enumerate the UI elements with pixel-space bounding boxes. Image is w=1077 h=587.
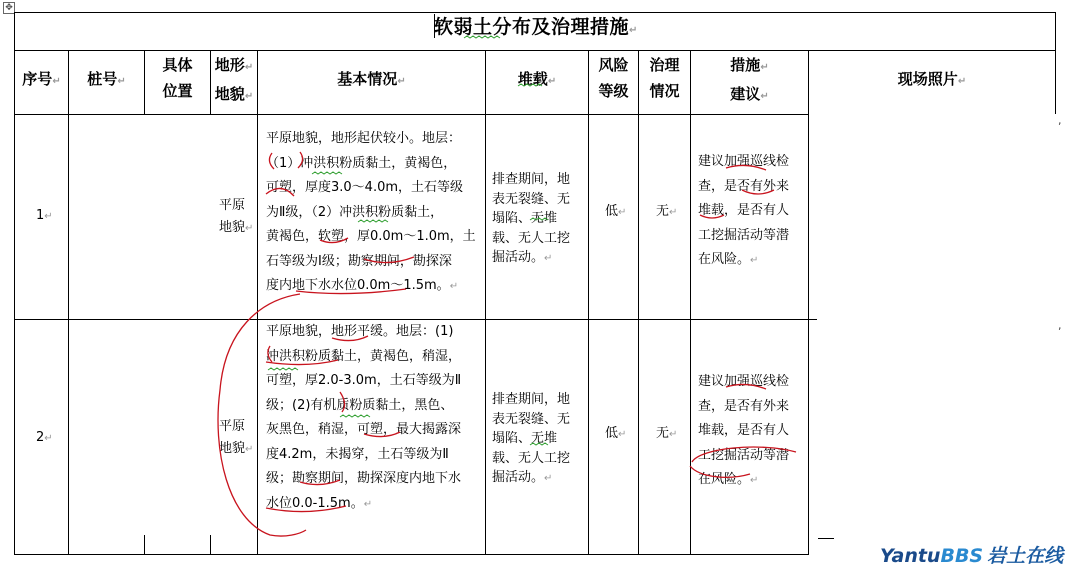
- row2-basic: 平原地貌，地形平缓。地层：(1) 冲洪积粉质黏土，黄褐色，稍湿， 可塑，厚2.0-3.0m，土石等级为Ⅱ 级；(2)有机质粉质黏土，黑色、 灰黑色，稍湿，可塑，最大揭露深 度4.2m，未揭穿，土石等级为Ⅱ 级；勘察期间，勘探深度内地下水 水位0.0-1.5m。↵: [266, 324, 462, 511]
- red-underline-mark: [364, 257, 414, 263]
- red-underline-mark: [700, 215, 724, 218]
- header-basic: 基本情况↵: [337, 70, 406, 88]
- row1-stack: 排查期间，地 表无裂缝、无 塌陷、无堆 载、无人工挖 掘活动。↵: [492, 172, 571, 265]
- row1-treatment: 无↵: [656, 204, 678, 219]
- header-pile: 桩号↵: [87, 70, 126, 88]
- red-underline-mark: [692, 447, 796, 462]
- row2-measure: 建议加强巡线检 查，是否有外来 堆载，是否有人 工挖掘活动等潜 在风险。↵: [698, 374, 790, 487]
- red-underline-mark: [690, 466, 750, 477]
- red-underline-mark: [266, 360, 338, 365]
- red-circle-mark: [218, 294, 306, 536]
- document-title: 软弱土分布及治理措施↵: [434, 16, 638, 38]
- grammar-squiggle: [530, 443, 548, 445]
- row1-terrain: 平原 地貌↵: [219, 198, 254, 235]
- red-underline-mark: [266, 506, 346, 512]
- red-underline-mark: [300, 480, 340, 485]
- red-bracket-mark: [268, 346, 272, 362]
- grammar-squiggle: [358, 220, 388, 222]
- red-underline-mark: [364, 432, 400, 437]
- row1-measure: 建议加强巡线检 查，是否有外来 堆载，是否有人 工挖掘活动等潜 在风险。↵: [698, 154, 790, 267]
- grammar-squiggle: [530, 218, 548, 220]
- header-photo: 现场照片↵: [897, 70, 967, 88]
- grammar-squiggle: [268, 368, 298, 370]
- table-move-handle-icon[interactable]: ✥: [3, 2, 15, 14]
- header-stack: 堆载↵: [517, 70, 557, 88]
- grammar-squiggle: [340, 415, 370, 417]
- red-annotations: [218, 152, 796, 536]
- header-risk: 风险 等级: [598, 56, 629, 100]
- red-underline-mark: [726, 165, 766, 170]
- row1-basic: 平原地貌，地形起伏较小。地层： （1）冲洪积粉质黏土，黄褐色， 可塑，厚度3.0～4.0m，土石等级 为Ⅱ级，（2）冲洪积粉质黏土， 黄褐色，软塑，厚0.0m～1.0m，土 石等级为Ⅰ级；勘察期间，勘探深 度内地下水水位0.0m～1.5m。↵: [266, 131, 476, 293]
- red-underline-mark: [742, 190, 774, 194]
- header-treatment: 治理 情况: [649, 56, 680, 100]
- red-bracket-mark: [269, 153, 274, 169]
- cell-end-mark: ,: [1058, 319, 1062, 332]
- grammar-squiggle: [518, 84, 542, 86]
- row2-treatment: 无↵: [656, 426, 678, 441]
- red-underline-mark: [296, 289, 406, 294]
- header-measure: 措施↵ 建议↵: [730, 56, 769, 103]
- row1-seq: 1↵: [36, 208, 53, 223]
- green-squiggles: [268, 36, 548, 445]
- row2-seq: 2↵: [36, 430, 53, 445]
- header-seq: 序号↵: [22, 70, 61, 88]
- row2-risk: 低↵: [605, 426, 627, 441]
- yantubbs-watermark-logo: YantuBBS 岩土在线: [880, 545, 1064, 567]
- red-bracket-mark: [340, 392, 345, 412]
- header-location: 具体 位置: [162, 56, 193, 100]
- red-underline-mark: [332, 336, 368, 341]
- grammar-squiggle: [312, 172, 342, 174]
- grammar-squiggle: [464, 36, 500, 38]
- row2-terrain: 平原 地貌↵: [219, 419, 254, 456]
- header-terrain: 地形↵ 地貌↵: [214, 56, 254, 103]
- red-underline-mark: [266, 188, 294, 196]
- row1-risk: 低↵: [605, 204, 627, 219]
- row2-stack: 排查期间，地 表无裂缝、无 塌陷、无堆 载、无人工挖 掘活动。↵: [492, 392, 571, 485]
- cell-end-mark: ,: [1058, 114, 1062, 127]
- red-underline-mark: [320, 238, 348, 243]
- red-bracket-mark: [298, 152, 303, 168]
- red-underline-mark: [726, 384, 766, 389]
